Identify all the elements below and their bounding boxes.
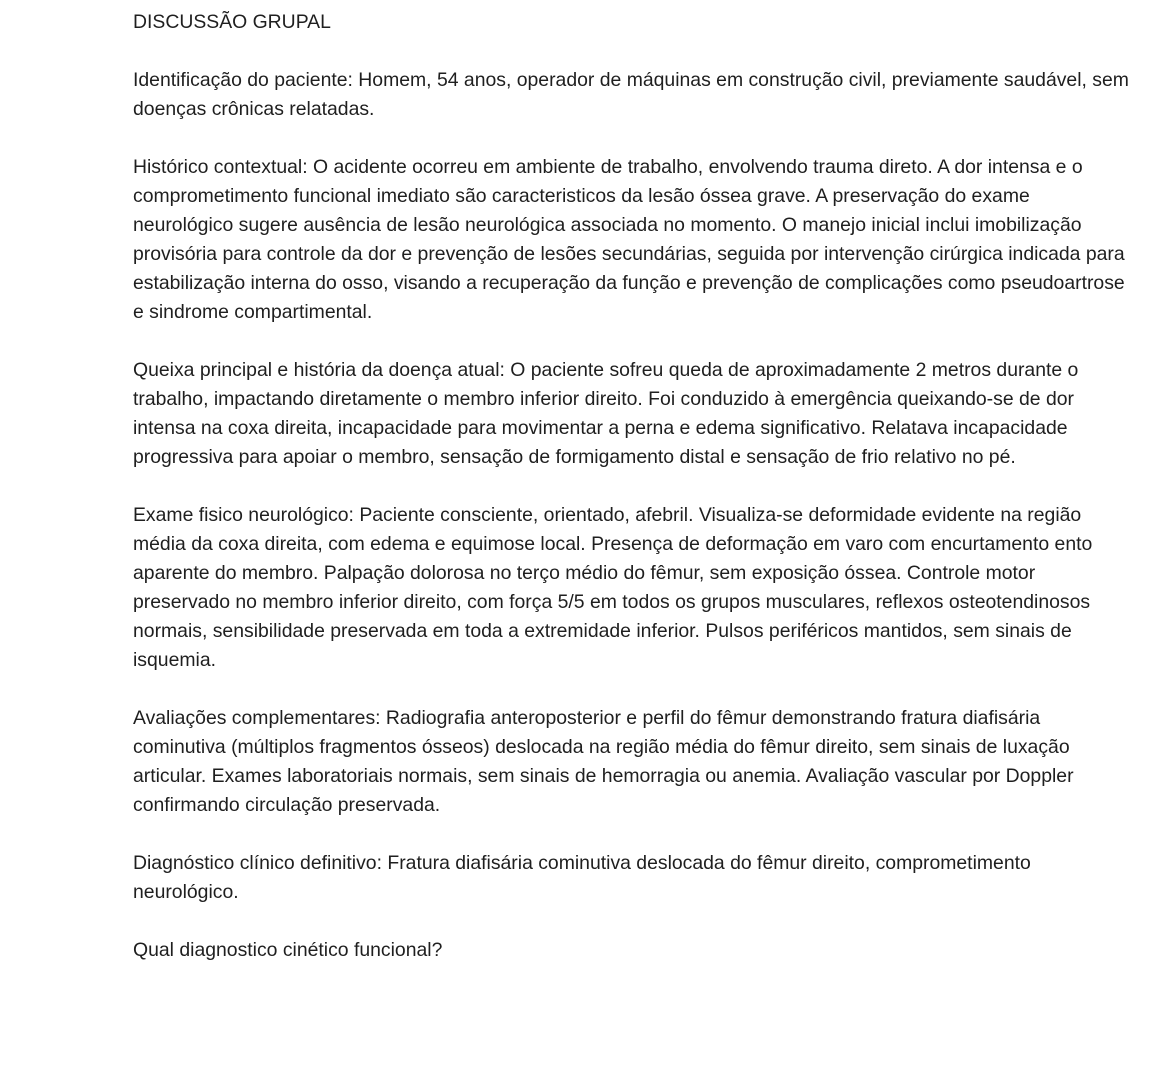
chief-complaint: Queixa principal e história da doença atual: O paciente sofreu queda de aproximadamente 2 metros durante o trabalho, impactando diretamente o membro inferior direito. Foi conduzido à emergência queixando-se de dor intensa na coxa direita, incapacidade para movimentar a perna e edema significativo. Relatava incapacidade progressiva para apoiar o membro, sensação de formigamento distal e sensação de frio relativo no pé. — [133, 359, 1079, 468]
question: Qual diagnostico cinético funcional? — [133, 939, 443, 961]
neurological-exam: Exame fisico neurológico: Paciente consciente, orientado, afebril. Visualiza-se deformidade evidente na região média da coxa direita, com edema e equimose local. Presença de deformação em varo com encurtamento ento aparente do membro. Palpação dolorosa no terço médio do fêmur, sem exposição óssea. Controle motor preservado no membro inferior direito, com força 5/5 em todos os grupos musculares, reflexos osteotendinosos normais, sensibilidade preservada em toda a extremidade inferior. Pulsos periféricos mantidos, sem sinais de isquemia. — [133, 504, 1093, 671]
contextual-history: Histórico contextual: O acidente ocorreu em ambiente de trabalho, envolvendo trauma direto. A dor intensa e o comprometimento funcional imediato são caracteristicos da lesão óssea grave. A preservação do exame neurológico sugere ausência de lesão neurológica associada no momento. O manejo inicial inclui imobilização provisória para controle da dor e prevenção de lesões secundárias, seguida por intervenção cirúrgica indicada para estabilização interna do osso, visando a recuperação da função e prevenção de complicações como pseudoartrose e sindrome compartimental. — [133, 156, 1125, 323]
document-title: DISCUSSÃO GRUPAL — [133, 11, 331, 33]
patient-identification: Identificação do paciente: Homem, 54 anos, operador de máquinas em construção civil, previamente saudável, sem doenças crônicas relatadas. — [133, 69, 1129, 120]
document-body — [133, 8, 1133, 965]
complementary-evaluations: Avaliações complementares: Radiografia anteroposterior e perfil do fêmur demonstrando fratura diafisária cominutiva (múltiplos fragmentos ósseos) deslocada na região média do fêmur direito, sem sinais de luxação articular. Exames laboratoriais normais, sem sinais de hemorragia ou anemia. Avaliação vascular por Doppler confirmando circulação preservada. — [133, 707, 1074, 816]
clinical-diagnosis: Diagnóstico clínico definitivo: Fratura diafisária cominutiva deslocada do fêmur direito, comprometimento neurológico. — [133, 852, 1031, 903]
